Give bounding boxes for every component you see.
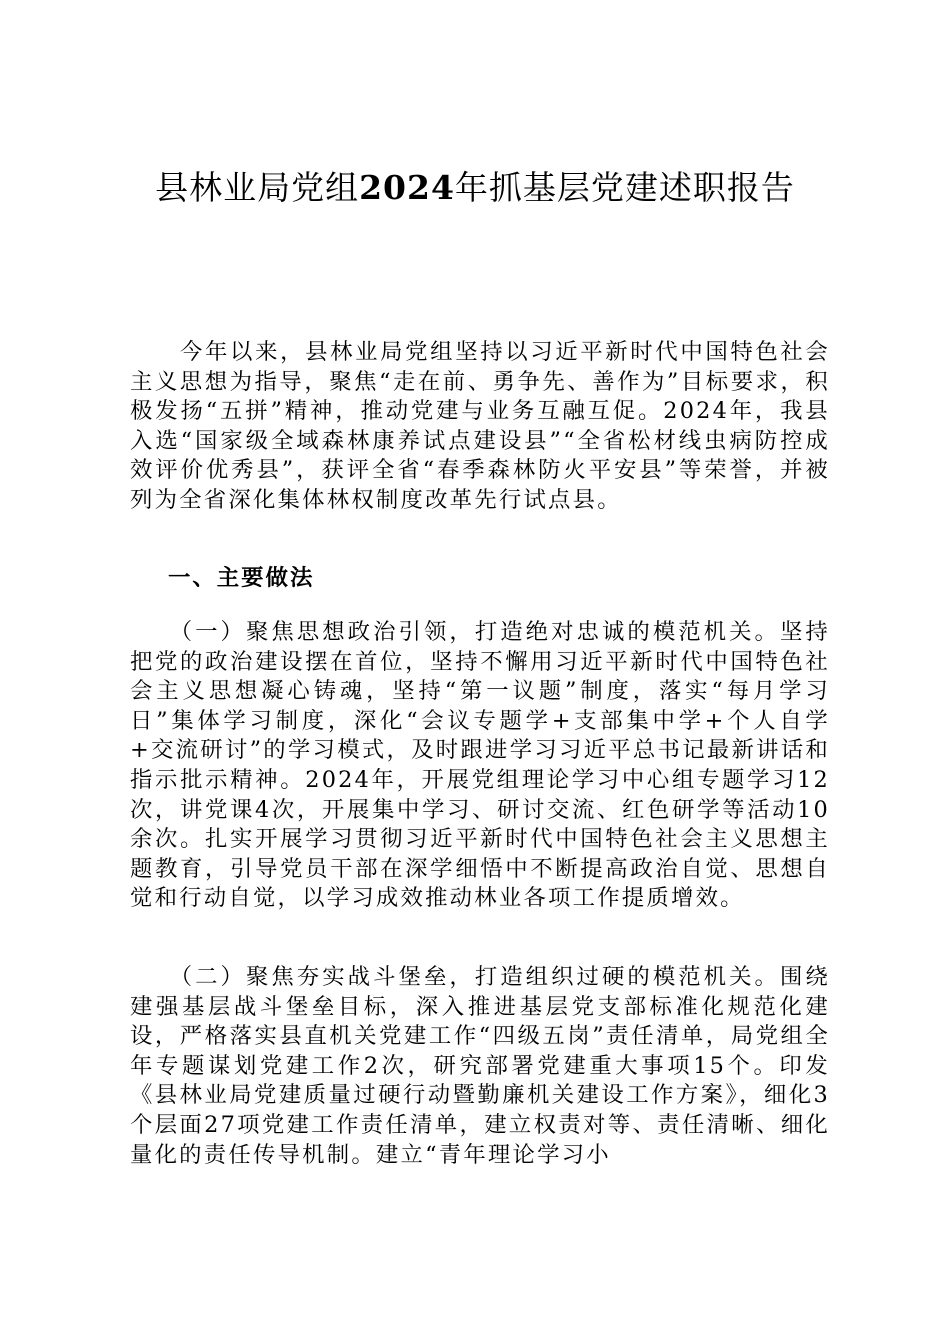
intro-paragraph: 今年以来，县林业局党组坚持以习近平新时代中国特色社会主义思想为指导，聚焦“走在前、勇争先、善作为”目标要求，积极发扬“五拼”精神，推动党建与业务互融互促。2024年，我县入选“国家级全域森林康养试点建设县”“全省松材线虫病防控成效评价优秀县”，获评全省“春季森林防火平安县”等荣誉，并被列为全省深化集体林权制度改革先行试点县。: [130, 339, 830, 513]
title-year: 2024: [359, 168, 455, 207]
title-prefix: 县林业局党组: [155, 168, 360, 207]
section-heading-main-practices: 一、主要做法: [168, 565, 315, 591]
document-title: [0, 166, 950, 210]
paragraph-political-guidance: （一）聚焦思想政治引领，打造绝对忠诚的模范机关。坚持把党的政治建设摆在首位，坚持不懈用习近平新时代中国特色社会主义思想凝心铸魂，坚持“第一议题”制度，落实“每月学习日”集体学习制度，深化“会议专题学+支部集中学+个人自学+交流研讨”的学习模式，及时跟进学习习近平总书记最新讲话和指示批示精神。2024年，开展党组理论学习中心组专题学习12次，讲党课4次，开展集中学习、研讨交流、红色研学等活动10余次。扎实开展学习贯彻习近平新时代中国特色社会主义思想主题教育，引导党员干部在深学细悟中不断提高政治自觉、思想自觉和行动自觉，以学习成效推动林业各项工作提质增效。: [130, 619, 830, 912]
title-suffix: 年抓基层党建述职报告: [454, 168, 795, 207]
paragraph-fighting-fortress: （二）聚焦夯实战斗堡垒，打造组织过硬的模范机关。围绕建强基层战斗堡垒目标，深入推进基层党支部标准化规范化建设，严格落实县直机关党建工作“四级五岗”责任清单，局党组全年专题谋划党建工作2次，研究部署党建重大事项15个。印发《县林业局党建质量过硬行动暨勤廉机关建设工作方案》，细化3个层面27项党建工作责任清单，建立权责对等、责任清晰、细化量化的责任传导机制。建立“青年理论学习小: [130, 964, 830, 1168]
